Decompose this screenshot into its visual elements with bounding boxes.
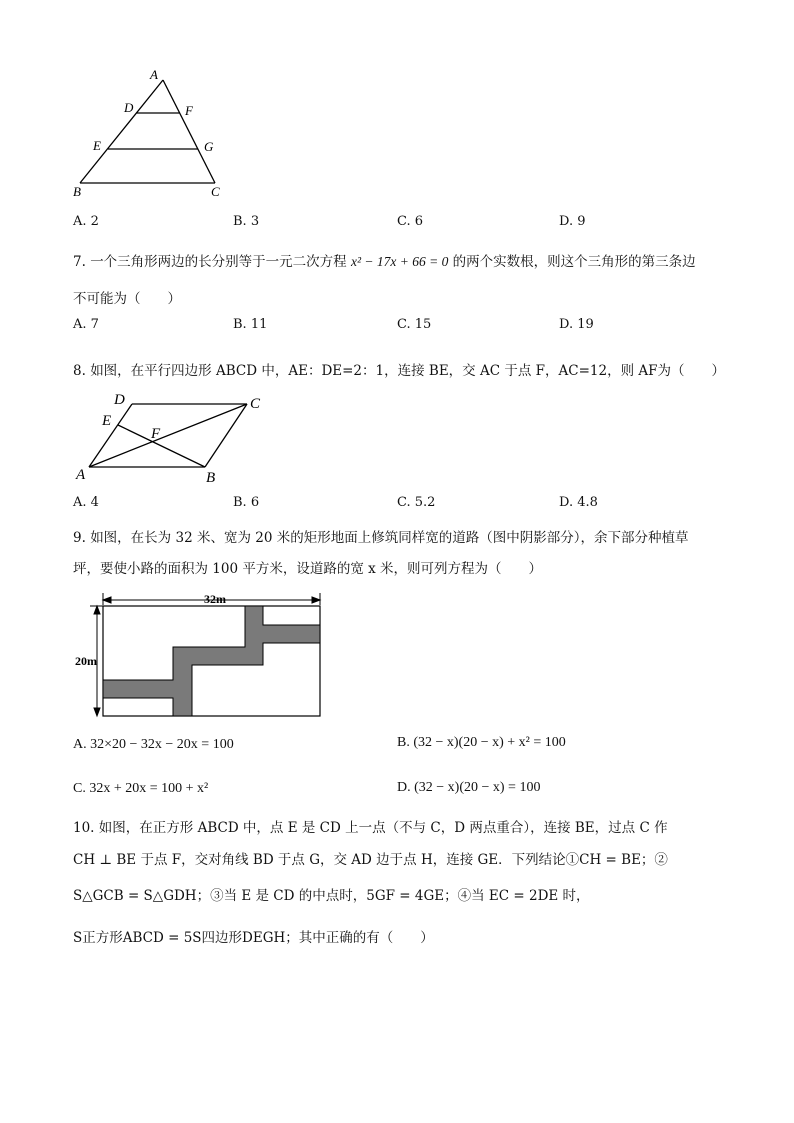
- side-ab: [80, 80, 163, 183]
- label-b: B: [206, 470, 216, 486]
- q9-stem-line1: [73, 526, 688, 546]
- q10-line4: S正方形ABCD = 5S四边形DEGH；其中正确的有（ ）: [73, 930, 434, 946]
- q7-option-a[interactable]: A. 7: [73, 317, 99, 332]
- q8-parallelogram-figure: [70, 388, 280, 488]
- q6-option-a[interactable]: A. 2: [73, 214, 99, 229]
- q9-option-c[interactable]: C. 32x + 20x = 100 + x²: [73, 781, 209, 796]
- label-e: E: [93, 138, 101, 153]
- q7-stem: [73, 250, 696, 270]
- q9-option-d[interactable]: D. (32 − x)(20 − x) = 100: [397, 780, 541, 795]
- q6-option-c[interactable]: C. 6: [397, 214, 424, 229]
- q9-option-a[interactable]: A. 32×20 − 32x − 20x = 100: [73, 737, 234, 752]
- q9-number: 9.: [73, 530, 86, 546]
- q7-stem-line2: 不可能为（ ）: [73, 291, 181, 307]
- q8-option-b[interactable]: B. 6: [233, 495, 260, 510]
- diagonal-ac: [89, 404, 247, 467]
- q10-line3: S△GCB = S△GDH；③当 E 是 CD 的中点时，5GF = 4GE；④当 EC = 2DE 时，: [73, 888, 590, 904]
- q8-number: 8.: [73, 363, 86, 379]
- side-ac: [163, 80, 215, 183]
- side-cb: [205, 404, 247, 467]
- q7-number: 7.: [73, 254, 86, 270]
- label-a: A: [76, 467, 86, 483]
- label-f: F: [151, 426, 161, 442]
- q10-line2: CH ⊥ BE 于点 F，交对角线 BD 于点 G，交 AD 边于点 H，连接 GE．下列结论①CH = BE；②: [73, 852, 668, 868]
- label-c: C: [250, 396, 261, 412]
- q8-stem: [73, 359, 725, 379]
- q9-stem-text1: 如图，在长为 32 米、宽为 20 米的矩形地面上修筑同样宽的道路（图中阴影部分），余下部分种植草: [90, 530, 689, 546]
- q8-option-a[interactable]: A. 4: [73, 495, 99, 510]
- segment-be: [118, 425, 205, 467]
- q7-option-b[interactable]: B. 11: [233, 317, 268, 332]
- width-label: 32m: [204, 592, 226, 606]
- q10-line1: [73, 816, 668, 836]
- q7-stem-pre: 一个三角形两边的长分别等于一元二次方程: [90, 254, 347, 270]
- q8-option-c[interactable]: C. 5.2: [397, 495, 436, 510]
- q10-number: 10.: [73, 820, 95, 836]
- label-c: C: [211, 184, 220, 199]
- q6-option-b[interactable]: B. 3: [233, 214, 260, 229]
- q10-line1-text: 如图，在正方形 ABCD 中，点 E 是 CD 上一点（不与 C，D 两点重合），连接 BE，过点 C 作: [98, 820, 668, 836]
- q8-option-d[interactable]: D. 4.8: [559, 495, 598, 510]
- q6-triangle-figure: [60, 60, 240, 205]
- label-d: D: [124, 100, 134, 115]
- q8-stem-text: 如图，在平行四边形 ABCD 中，AE：DE=2：1，连接 BE，交 AC 于点 F，AC=12，则 AF为（ ）: [90, 363, 725, 379]
- q9-option-b[interactable]: B. (32 − x)(20 − x) + x² = 100: [397, 735, 566, 750]
- label-g: G: [204, 139, 214, 154]
- q9-stem-line2: 坪，要使小路的面积为 100 平方米，设道路的宽 x 米，则可列方程为（ ）: [73, 561, 543, 577]
- q7-equation: x² − 17x + 66 = 0: [350, 254, 449, 269]
- label-e: E: [102, 413, 112, 429]
- q7-stem-post: 的两个实数根，则这个三角形的第三条边: [452, 254, 696, 270]
- label-a: A: [150, 67, 158, 82]
- label-d: D: [114, 392, 125, 408]
- height-label: 20m: [75, 654, 97, 668]
- label-f: F: [185, 103, 193, 118]
- label-b: B: [73, 184, 81, 199]
- q6-option-d[interactable]: D. 9: [559, 214, 586, 229]
- q7-option-c[interactable]: C. 15: [397, 317, 432, 332]
- q7-option-d[interactable]: D. 19: [559, 317, 594, 332]
- q9-road-figure: [72, 590, 332, 720]
